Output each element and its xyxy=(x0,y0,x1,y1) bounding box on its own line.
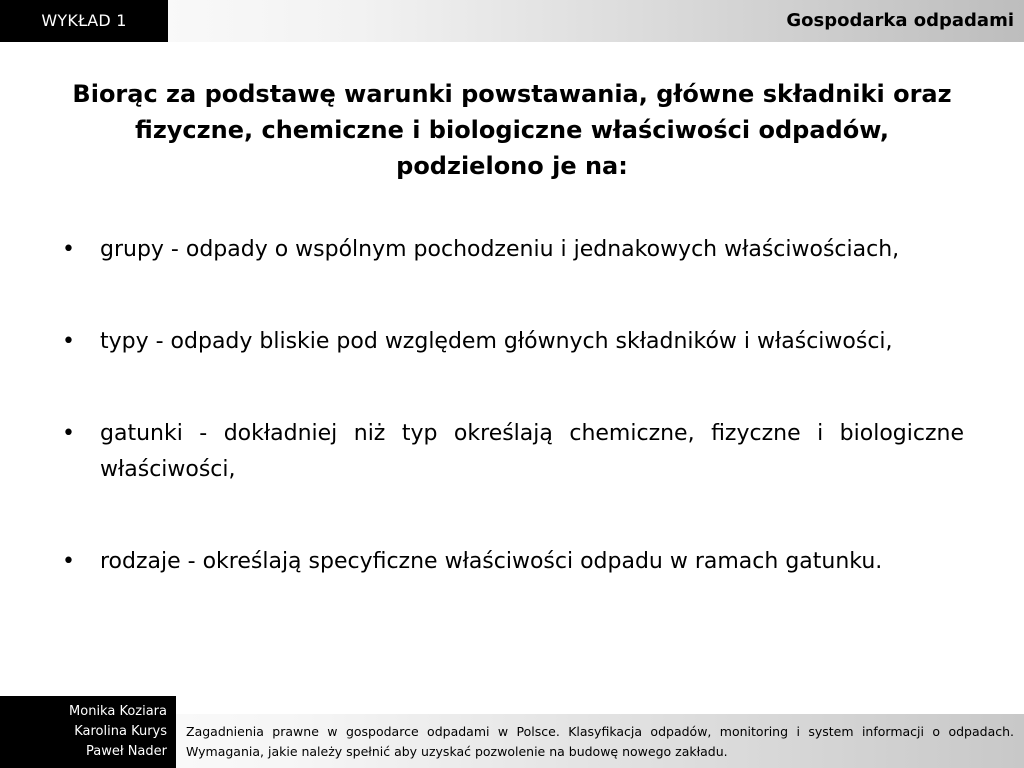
bullet-text: gatunki - dokładniej niż typ określają chemiczne, fizyczne i biologiczne właściwości, xyxy=(100,421,964,482)
bullet-list xyxy=(62,232,964,580)
bullet-text: typy - odpady bliskie pod względem głównych składników i właściwości, xyxy=(100,329,893,354)
bullet-text: rodzaje - określają specyficzne właściwości odpadu w ramach gatunku. xyxy=(100,549,883,574)
footer-description: Zagadnienia prawne w gospodarce odpadami w Polsce. Klasyfikacja odpadów, monitoring i system informacji o odpadach. Wymagania, jakie należy spełnić aby uzyskać pozwolenie na budowę nowego zakładu. xyxy=(186,724,1014,759)
author-name: Paweł Nader xyxy=(86,744,167,759)
bullet-dot-icon: • xyxy=(62,237,75,262)
bullet-item-groups xyxy=(62,232,964,268)
header-bar xyxy=(0,0,1024,42)
bullet-text: grupy - odpady o wspólnym pochodzeniu i jednakowych właściwościach, xyxy=(100,237,900,262)
bullet-item-types xyxy=(62,324,964,360)
authors-block xyxy=(0,696,176,768)
lecture-label: WYKŁAD 1 xyxy=(0,0,168,42)
slide-heading: Biorąc za podstawę warunki powstawania, główne składniki oraz fizyczne, chemiczne i biologiczne właściwości odpadów, podzielono je na: xyxy=(72,80,952,180)
bullet-dot-icon: • xyxy=(62,329,75,354)
bullet-dot-icon: • xyxy=(62,549,75,574)
author-name: Karolina Kurys xyxy=(74,724,167,739)
bullet-dot-icon: • xyxy=(62,421,75,446)
author-name: Monika Koziara xyxy=(69,704,167,719)
bullet-item-kinds xyxy=(62,544,964,580)
bullet-item-species xyxy=(62,416,964,488)
course-title: Gospodarka odpadami xyxy=(786,10,1014,31)
